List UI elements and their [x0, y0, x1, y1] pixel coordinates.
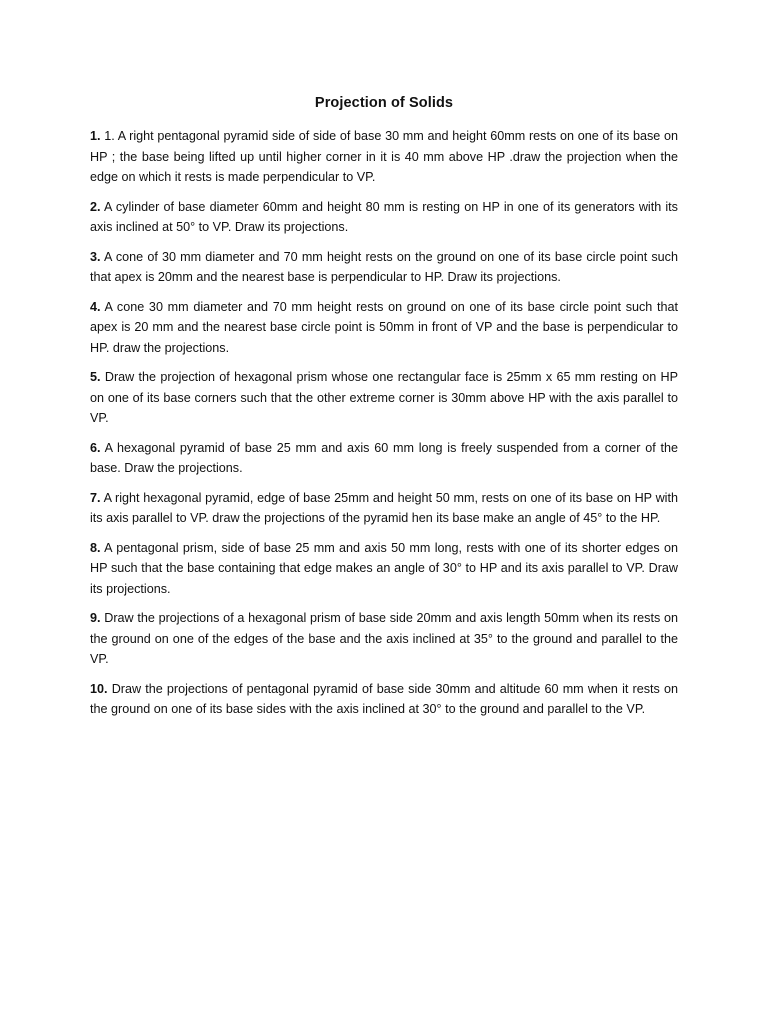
question-3 — [90, 247, 678, 288]
question-number: 4. — [90, 299, 101, 314]
question-8 — [90, 538, 678, 600]
question-text: A cone 30 mm diameter and 70 mm height rests on ground on one of its base circle point such that apex is 20 mm and the nearest base circle point is 50mm in front of VP and the base is perpendicular to HP. draw the projections. — [90, 299, 678, 355]
question-number: 1. — [90, 129, 101, 143]
question-text: Draw the projections of pentagonal pyramid of base side 30mm and altitude 60 mm when it rests on the ground on one of its base sides with the axis inclined at 30° to the ground and parallel to the VP. — [90, 681, 679, 716]
question-text: Draw the projection of hexagonal prism whose one rectangular face is 25mm x 65 mm resting on HP on one of its base corners such that the other extreme corner is 30mm above HP with the axis parallel to VP. — [90, 370, 679, 425]
question-number: 3. — [90, 249, 101, 264]
question-9 — [90, 608, 678, 670]
question-text: A pentagonal prism, side of base 25 mm and axis 50 mm long, rests with one of its shorter edges on HP such that the base containing that edge makes an angle of 30° to HP and its axis parallel to VP. Draw its projections. — [90, 540, 678, 596]
question-5 — [90, 367, 678, 429]
question-text: A right hexagonal pyramid, edge of base 25mm and height 50 mm, rests on one of its base on HP with its axis parallel to VP. draw the projections of the pyramid hen its base make an angle of 45° to the HP. — [90, 490, 678, 525]
question-number: 10. — [90, 681, 108, 696]
question-2 — [90, 197, 678, 238]
question-text: A cone of 30 mm diameter and 70 mm height rests on the ground on one of its base circle point such that apex is 20mm and the nearest base is perpendicular to HP. Draw its projections. — [90, 249, 678, 284]
question-number: 9. — [90, 611, 101, 625]
question-text: A cylinder of base diameter 60mm and height 80 mm is resting on HP in one of its generators with its axis inclined at 50° to VP. Draw its projections. — [90, 199, 678, 234]
page-title: Projection of Solids — [314, 95, 454, 111]
question-text: Draw the projections of a hexagonal prism of base side 20mm and axis length 50mm when its rests on the ground on one of the edges of the base and the axis inclined at 35° to the ground and parallel to the VP. — [90, 611, 678, 666]
question-1 — [90, 126, 678, 188]
question-text: 1. A right pentagonal pyramid side of side of base 30 mm and height 60mm rests on one of its base on HP ; the base being lifted up until higher corner in it is 40 mm above HP .draw the projection when the edge on which it rests is made perpendicular to VP. — [90, 129, 678, 184]
question-10 — [90, 679, 678, 720]
question-number: 6. — [90, 440, 101, 455]
question-4 — [90, 297, 678, 359]
question-number: 2. — [90, 199, 101, 214]
question-text: A hexagonal pyramid of base 25 mm and axis 60 mm long is freely suspended from a corner of the base. Draw the projections. — [90, 440, 678, 475]
question-number: 5. — [90, 370, 101, 384]
question-number: 7. — [90, 490, 101, 505]
question-list — [90, 126, 678, 729]
question-7 — [90, 488, 678, 529]
question-number: 8. — [90, 540, 101, 555]
question-6 — [90, 438, 678, 479]
